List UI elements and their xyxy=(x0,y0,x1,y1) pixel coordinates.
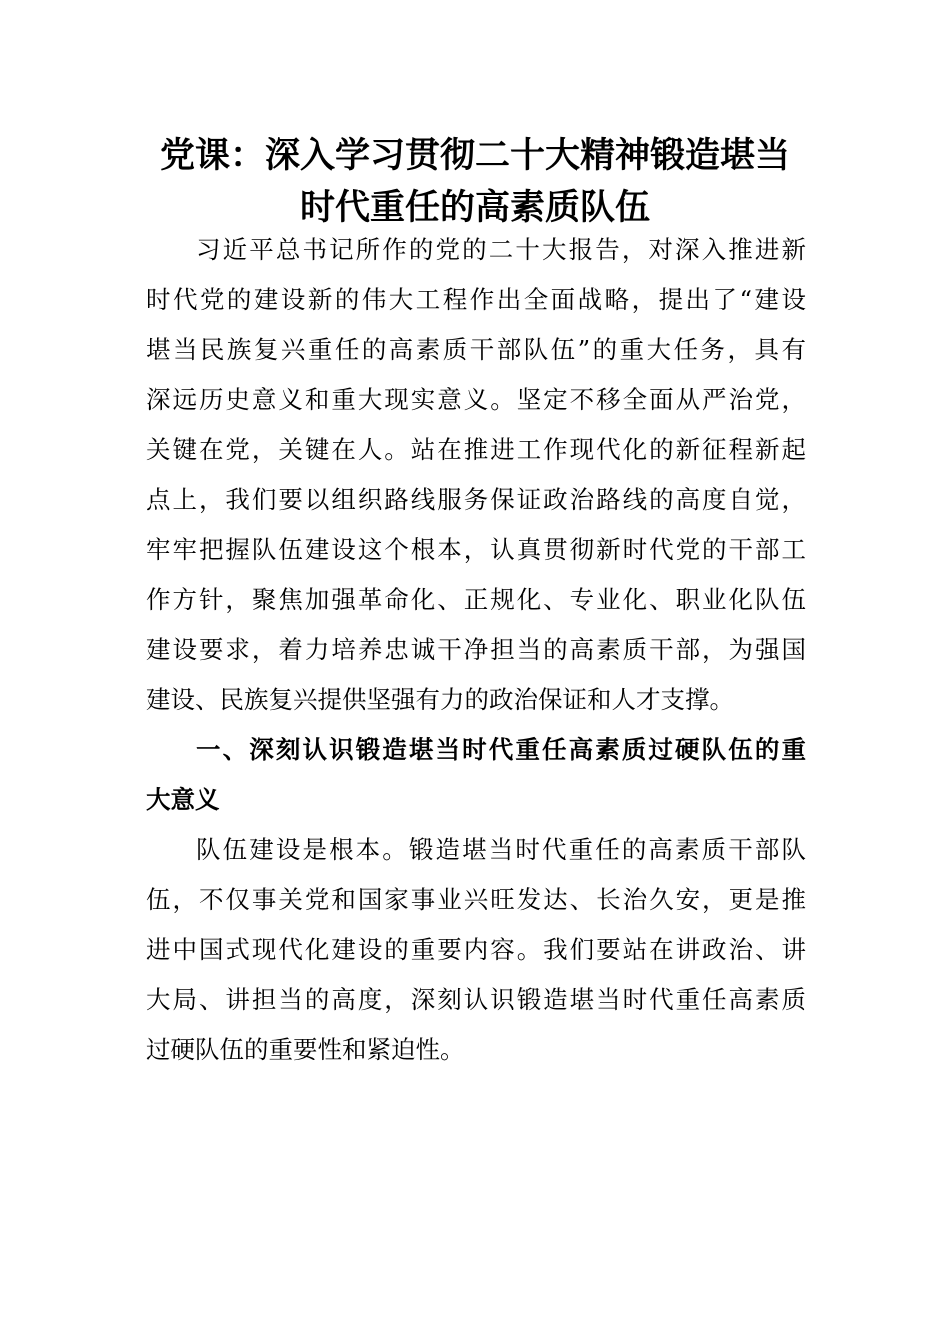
paragraph-2-line: 大局、讲担当的高度，深刻认识锻造堪当时代重任高素质 xyxy=(146,985,806,1014)
paragraph-2-line: 队伍建设是根本。锻造堪当时代重任的高素质干部队 xyxy=(196,835,806,864)
paragraph-1-line: 建设、民族复兴提供坚强有力的政治保证和人才支撑。 xyxy=(146,685,734,714)
paragraph-1-line: 堪当民族复兴重任的高素质干部队伍”的重大任务，具有 xyxy=(146,335,806,364)
document-title-line-1: 党课：深入学习贯彻二十大精神锻造堪当 xyxy=(159,136,790,176)
paragraph-1-line: 关键在党，关键在人。站在推进工作现代化的新征程新起 xyxy=(146,435,806,464)
paragraph-2-line: 进中国式现代化建设的重要内容。我们要站在讲政治、讲 xyxy=(146,935,806,964)
document-title-line-2: 时代重任的高素质队伍 xyxy=(299,188,650,228)
paragraph-1-line: 点上，我们要以组织路线服务保证政治路线的高度自觉， xyxy=(146,485,806,514)
paragraph-2-line: 伍，不仅事关党和国家事业兴旺发达、长治久安，更是推 xyxy=(146,885,806,914)
paragraph-1-line: 习近平总书记所作的党的二十大报告，对深入推进新 xyxy=(196,235,806,264)
paragraph-1-line: 深远历史意义和重大现实意义。坚定不移全面从严治党， xyxy=(146,385,806,414)
paragraph-1-line: 牢牢把握队伍建设这个根本，认真贯彻新时代党的干部工 xyxy=(146,535,806,564)
section-heading-line: 一、深刻认识锻造堪当时代重任高素质过硬队伍的重 xyxy=(196,735,806,764)
paragraph-1-line: 建设要求，着力培养忠诚干净担当的高素质干部，为强国 xyxy=(146,635,806,664)
paragraph-2-line: 过硬队伍的重要性和紧迫性。 xyxy=(146,1035,465,1064)
paragraph-1-line: 时代党的建设新的伟大工程作出全面战略，提出了“建设 xyxy=(146,285,806,314)
section-heading-line: 大意义 xyxy=(146,785,220,814)
paragraph-1-line: 作方针，聚焦加强革命化、正规化、专业化、职业化队伍 xyxy=(146,585,806,614)
